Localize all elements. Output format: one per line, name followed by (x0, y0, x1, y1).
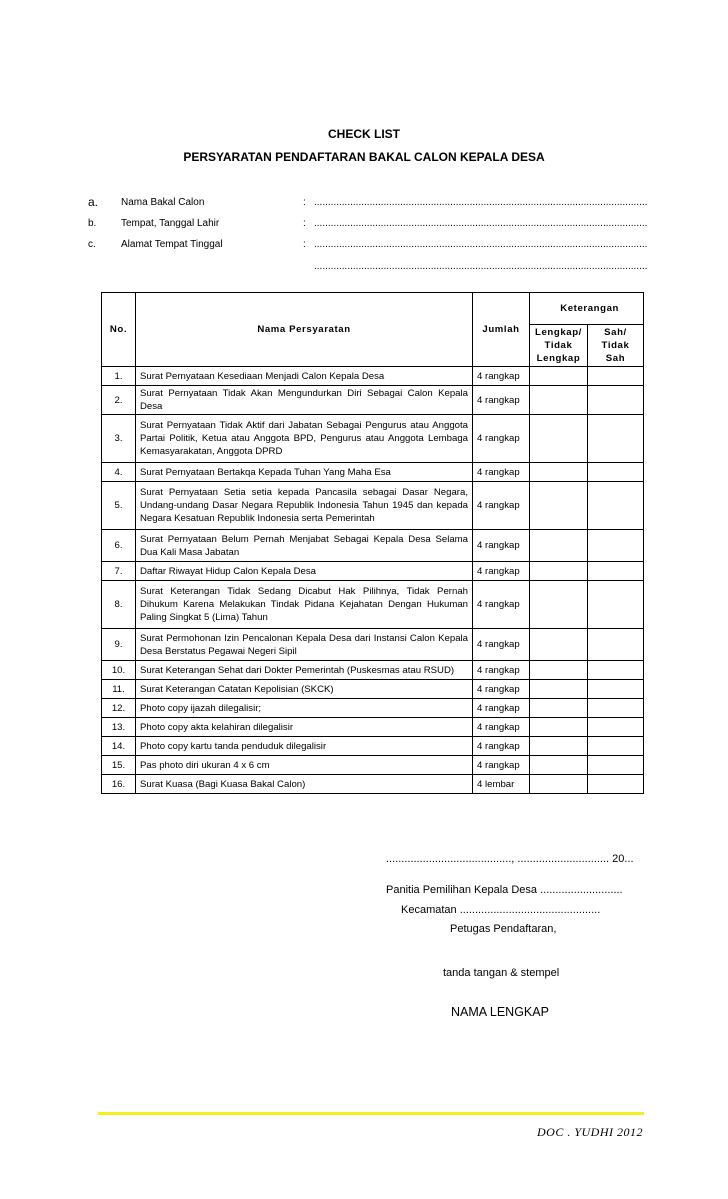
row-lengkap-cell (530, 415, 588, 463)
field-label: Tempat, Tanggal Lahir (121, 218, 220, 229)
table-row (102, 775, 644, 794)
row-number: 16. (102, 775, 136, 794)
field-label: Nama Bakal Calon (121, 197, 205, 208)
signature-full-name: NAMA LENGKAP (451, 1005, 549, 1019)
field-alamat-tempat-tinggal (88, 239, 648, 253)
row-jumlah: 4 rangkap (473, 367, 530, 386)
row-number: 12. (102, 699, 136, 718)
row-jumlah: 4 rangkap (473, 415, 530, 463)
table-row (102, 463, 644, 482)
field-tempat-tanggal-lahir (88, 218, 648, 232)
row-number: 8. (102, 581, 136, 629)
row-jumlah: 4 rangkap (473, 562, 530, 581)
table-row (102, 367, 644, 386)
row-jumlah: 4 rangkap (473, 463, 530, 482)
row-requirement-name: Surat Permohonan Izin Pencalonan Kepala Desa dari Instansi Calon Kepala Desa Berstatus Pegawai Negeri Sipil (136, 629, 473, 661)
signature-place-date: ........................................., .............................. 20... (386, 853, 634, 865)
field-colon: : (303, 239, 306, 250)
row-requirement-name: Pas photo diri ukuran 4 x 6 cm (136, 756, 473, 775)
field-letter: c. (88, 239, 96, 250)
row-requirement-name: Photo copy ijazah dilegalisir; (136, 699, 473, 718)
row-requirement-name: Surat Pernyataan Tidak Akan Mengundurkan Diri Sebagai Calon Kepala Desa (136, 386, 473, 415)
row-number: 6. (102, 530, 136, 562)
row-requirement-name: Surat Pernyataan Kesediaan Menjadi Calon Kepala Desa (136, 367, 473, 386)
row-sah-cell (588, 367, 644, 386)
field-dots: ........................................................................................................................ (314, 261, 648, 272)
row-sah-cell (588, 562, 644, 581)
field-colon: : (303, 218, 306, 229)
header-no: No. (102, 293, 136, 367)
signature-committee: Panitia Pemilihan Kepala Desa ........................... (386, 884, 623, 896)
row-requirement-name: Photo copy kartu tanda penduduk dilegalisir (136, 737, 473, 756)
page-subtitle: PERSYARATAN PENDAFTARAN BAKAL CALON KEPALA DESA (183, 150, 545, 164)
row-lengkap-cell (530, 562, 588, 581)
row-requirement-name: Surat Kuasa (Bagi Kuasa Bakal Calon) (136, 775, 473, 794)
row-lengkap-cell (530, 386, 588, 415)
row-lengkap-cell (530, 463, 588, 482)
header-sah: Sah/ Tidak Sah (588, 325, 644, 367)
signature-note: tanda tangan & stempel (443, 967, 560, 979)
field-dots: ........................................................................................................................ (314, 239, 648, 250)
field-alamat-continuation (88, 261, 648, 275)
row-jumlah: 4 rangkap (473, 680, 530, 699)
field-dots: ........................................................................................................................ (314, 197, 648, 208)
row-sah-cell (588, 530, 644, 562)
row-lengkap-cell (530, 718, 588, 737)
row-lengkap-cell (530, 775, 588, 794)
row-number: 9. (102, 629, 136, 661)
table-row (102, 562, 644, 581)
field-letter: a. (88, 195, 99, 209)
row-number: 10. (102, 661, 136, 680)
table-row (102, 415, 644, 463)
table-row (102, 661, 644, 680)
footer-doc-label: DOC . YUDHI 2012 (536, 1125, 643, 1139)
row-sah-cell (588, 581, 644, 629)
row-lengkap-cell (530, 629, 588, 661)
row-requirement-name: Surat Pernyataan Setia setia kepada Pancasila sebagai Dasar Negara, Undang-undang Dasar Negara Republik Indonesia Tahun 1945 dan kepada Negara Kesatuan Republik Indonesia serta Pemerintah (136, 482, 473, 530)
row-sah-cell (588, 699, 644, 718)
row-requirement-name: Surat Keterangan Sehat dari Dokter Pemerintah (Puskesmas atau RSUD) (136, 661, 473, 680)
table-row (102, 629, 644, 661)
field-label: Alamat Tempat Tinggal (121, 239, 223, 250)
table-row (102, 482, 644, 530)
row-jumlah: 4 rangkap (473, 386, 530, 415)
row-lengkap-cell (530, 680, 588, 699)
row-number: 7. (102, 562, 136, 581)
page-title: CHECK LIST (328, 127, 400, 141)
row-jumlah: 4 rangkap (473, 482, 530, 530)
signature-officer: Petugas Pendaftaran, (450, 923, 557, 935)
row-jumlah: 4 rangkap (473, 718, 530, 737)
requirements-body (102, 367, 644, 794)
table-row (102, 737, 644, 756)
row-requirement-name: Surat Pernyataan Bertakqa Kepada Tuhan Yang Maha Esa (136, 463, 473, 482)
header-lengkap: Lengkap/ Tidak Lengkap (530, 325, 588, 367)
row-lengkap-cell (530, 737, 588, 756)
row-sah-cell (588, 775, 644, 794)
row-requirement-name: Surat Keterangan Tidak Sedang Dicabut Hak Pilihnya, Tidak Pernah Dihukum Karena Melakukan Tindak Pidana Kejahatan Dengan Hukuman Paling Singkat 5 (Lima) Tahun (136, 581, 473, 629)
row-lengkap-cell (530, 581, 588, 629)
row-sah-cell (588, 737, 644, 756)
table-row (102, 699, 644, 718)
table-row (102, 756, 644, 775)
row-jumlah: 4 rangkap (473, 661, 530, 680)
signature-district: Kecamatan .............................................. (401, 904, 601, 916)
row-lengkap-cell (530, 699, 588, 718)
row-sah-cell (588, 718, 644, 737)
row-requirement-name: Surat Keterangan Catatan Kepolisian (SKCK) (136, 680, 473, 699)
row-number: 15. (102, 756, 136, 775)
header-jumlah: Jumlah (473, 293, 530, 367)
footer-divider (98, 1112, 644, 1115)
table-row (102, 581, 644, 629)
row-sah-cell (588, 680, 644, 699)
row-lengkap-cell (530, 482, 588, 530)
header-keterangan: Keterangan (530, 293, 644, 325)
row-jumlah: 4 rangkap (473, 629, 530, 661)
row-sah-cell (588, 756, 644, 775)
row-sah-cell (588, 415, 644, 463)
table-row (102, 718, 644, 737)
field-letter: b. (88, 218, 97, 229)
row-number: 3. (102, 415, 136, 463)
row-jumlah: 4 rangkap (473, 699, 530, 718)
row-requirement-name: Surat Pernyataan Belum Pernah Menjabat Sebagai Kepala Desa Selama Dua Kali Masa Jabatan (136, 530, 473, 562)
row-sah-cell (588, 629, 644, 661)
row-number: 11. (102, 680, 136, 699)
row-jumlah: 4 rangkap (473, 581, 530, 629)
row-number: 1. (102, 367, 136, 386)
row-number: 2. (102, 386, 136, 415)
field-colon: : (303, 197, 306, 208)
field-nama-bakal-calon (88, 195, 648, 211)
row-sah-cell (588, 661, 644, 680)
row-lengkap-cell (530, 661, 588, 680)
row-requirement-name: Photo copy akta kelahiran dilegalisir (136, 718, 473, 737)
row-sah-cell (588, 386, 644, 415)
row-number: 4. (102, 463, 136, 482)
row-jumlah: 4 rangkap (473, 530, 530, 562)
header-nama-persyaratan: Nama Persyaratan (136, 293, 473, 367)
row-number: 5. (102, 482, 136, 530)
row-sah-cell (588, 463, 644, 482)
row-jumlah: 4 rangkap (473, 756, 530, 775)
requirements-table (101, 292, 644, 794)
table-row (102, 530, 644, 562)
row-number: 14. (102, 737, 136, 756)
row-requirement-name: Surat Pernyataan Tidak Aktif dari Jabatan Sebagai Pengurus atau Anggota Partai Politik, Ketua atau Anggota BPD, Pengurus atau Anggota Lembaga Kemasyarakatan, Anggota DPRD (136, 415, 473, 463)
row-lengkap-cell (530, 756, 588, 775)
row-number: 13. (102, 718, 136, 737)
row-lengkap-cell (530, 530, 588, 562)
row-sah-cell (588, 482, 644, 530)
row-jumlah: 4 rangkap (473, 737, 530, 756)
table-row (102, 680, 644, 699)
field-dots: ........................................................................................................................ (314, 218, 648, 229)
table-row (102, 386, 644, 415)
row-jumlah: 4 lembar (473, 775, 530, 794)
row-requirement-name: Daftar Riwayat Hidup Calon Kepala Desa (136, 562, 473, 581)
row-lengkap-cell (530, 367, 588, 386)
